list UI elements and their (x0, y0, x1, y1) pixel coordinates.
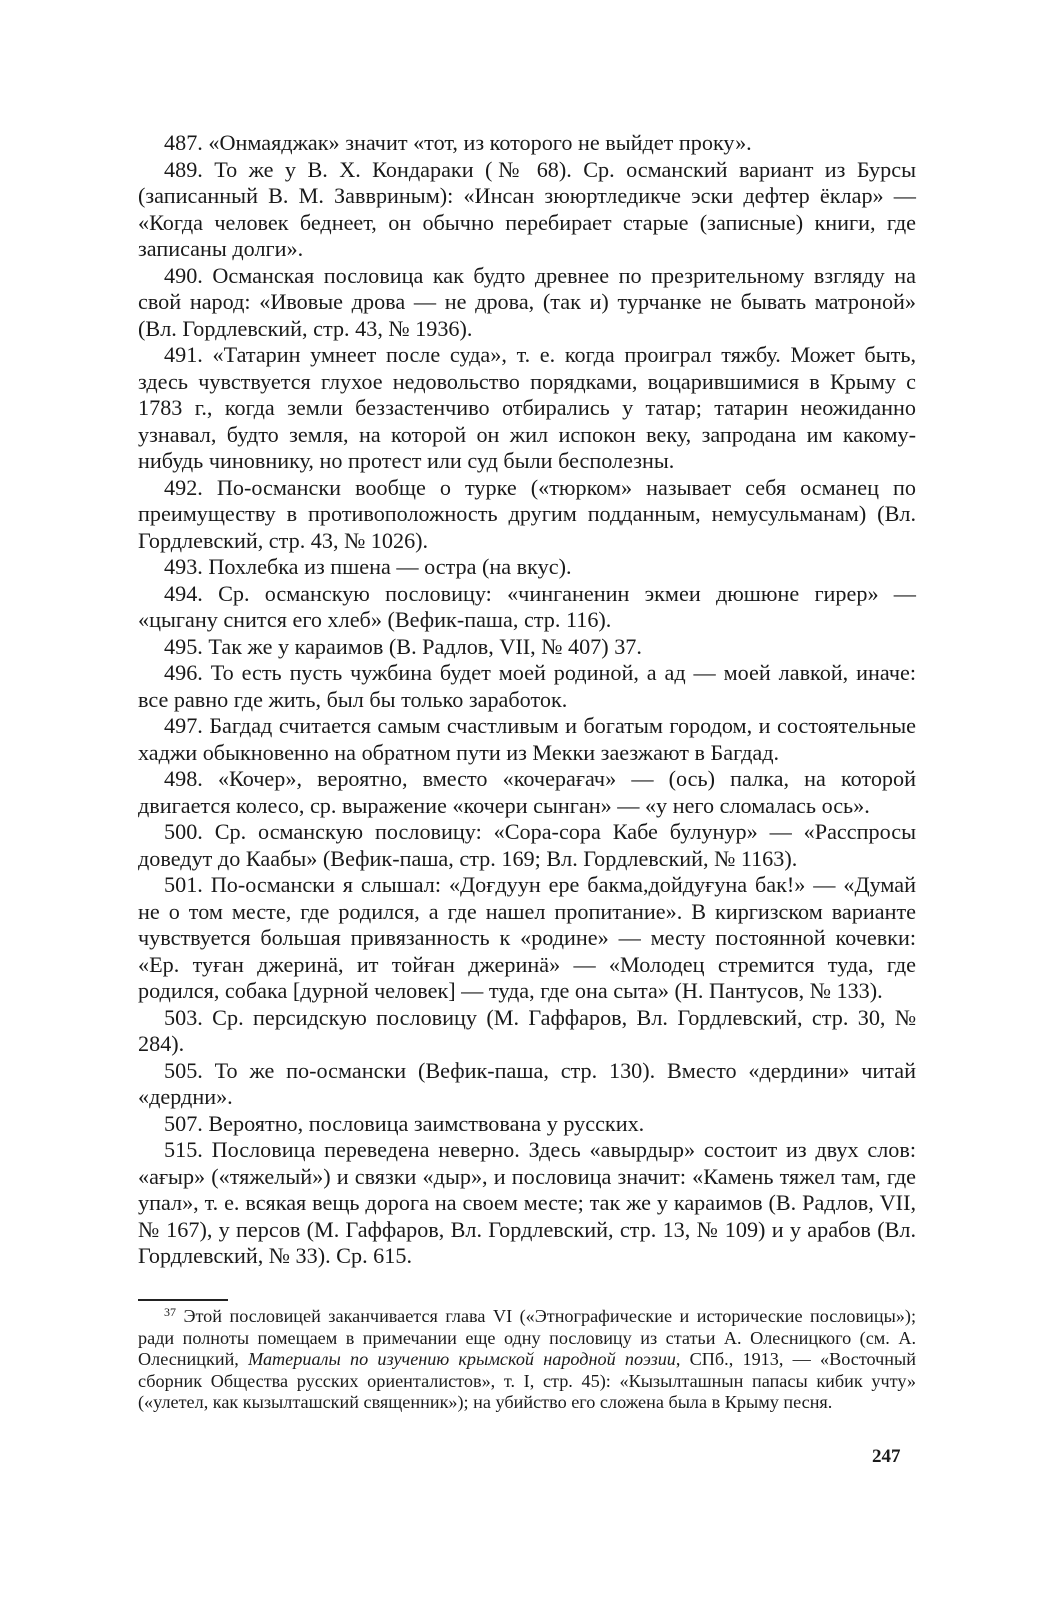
endnote-paragraph: 493. Похлебка из пшена — остра (на вкус). (164, 554, 572, 579)
endnote-paragraph: 497. Багдад считается самым счастливым и богатым городом, и состоятельные хаджи обыкновенно на обратном пути из Мекки заезжают в Багдад. (138, 713, 916, 765)
footnote-37 (138, 1306, 916, 1414)
endnote-paragraph: 494. Ср. османскую пословицу: «чинганенин экмеи дюшюне гирер» — «цыгану снится его хлеб» (Вефик-паша, стр. 116). (138, 580, 916, 632)
endnote-paragraph: 500. Ср. османскую пословицу: «Сора-сора Кабе булунур» — «Расспросы доведут до Каабы» (Вефик-паша, стр. 169; Вл. Гордлевский, № 1163). (138, 819, 916, 871)
endnote-paragraph: 515. Пословица переведена неверно. Здесь «авырдыр» состоит из двух слов: «ағыр» («тяжелый») и связки «дыр», и пословица значит: «Камень тяжел там, где упал», т. е. всякая вещь дорога на своем месте; так же у караимов (В. Радлов, VII, № 167), у персов (М. Гаффаров, Вл. Гордлевский, стр. 13, № 109) и у арабов (Вл. Гордлевский, № 33). Ср. 615. (138, 1137, 916, 1268)
endnote-paragraph: 492. По-османски вообще о турке («тюрком» называет себя османец по преимуществу в противоположность другим подданным, немусульманам) (Вл. Гордлевский, стр. 43, № 1026). (138, 474, 916, 553)
footnote-italic-title: Материалы по изучению крымской народной поэзии (248, 1349, 676, 1369)
endnote-paragraph: 491. «Татарин умнеет после суда», т. е. когда проиграл тяжбу. Может быть, здесь чувствуется глухое недовольство порядками, воцарившимися в Крыму с 1783 г., когда земли беззастенчиво отбирались у татар; татарин неожиданно узнавал, будто земля, на которой он жил испокон веку, запродана им какому-нибудь чиновнику, но протест или суд были бесполезны. (138, 342, 916, 473)
footnote-separator (138, 1299, 228, 1301)
footnote-text-after: , СПб., 1913, — «Восточный сборник Общества русских ориенталистов», т. I, стр. 45): «Кызылташнын папасы кибик учту» («улетел, как кызылташский священник»); на убийство его сложена была в Крыму песня. (138, 1349, 916, 1412)
endnote-paragraph: 501. По-османски я слышал: «Доғдуун ере бакма,дойдуғуна бак!» — «Думай не о том месте, где родился, а где нашел пропитание». В киргизском варианте чувствуется большая привязанность к «родине» — месту постоянной кочевки: «Ер. туған джеринä, ит тойған джеринä» — «Молодец стремится туда, где родился, собака [дурной человек] — туда, где она сыта» (Н. Пантусов, № 133). (138, 872, 916, 1003)
endnote-paragraph: 496. То есть пусть чужбина будет моей родиной, а ад — моей лавкой, иначе: все равно где жить, был бы только заработок. (138, 660, 916, 712)
footnote-marker: 37 (164, 1305, 176, 1319)
endnote-paragraph: 507. Вероятно, пословица заимствована у русских. (164, 1110, 645, 1136)
endnote-paragraph: 498. «Кочер», вероятно, вместо «кочерағач» — (ось) палка, на которой двигается колесо, ср. выражение «кочери сынган» — «у него сломалась ось». (138, 766, 916, 818)
endnote-paragraph: 495. Так же у караимов (В. Радлов, VII, № 407) 37. (164, 633, 642, 659)
endnote-paragraph: 489. То же у В. X. Кондараки (№ 68). Ср. османский вариант из Бурсы (записанный В. М. Заввриным): «Инсан зююртледикче эски дефтер ёклар» — «Когда человек беднеет, он обычно перебирает старые (записные) книги, где записаны долги». (138, 156, 916, 261)
page-number: 247 (872, 1446, 901, 1467)
endnote-paragraph: 487. «Онмаяджак» значит «тот, из которого не выйдет проку». (164, 130, 752, 155)
footnote-text: Этой пословицей заканчивается глава VI («Этнографические и исторические пословицы»); ради полноты помещаем в примечании еще одну пословицу из статьи А. Олесницкого (см. А. Олесницкий, (138, 1306, 916, 1369)
endnotes-body (138, 130, 916, 1270)
endnote-paragraph: 503. Ср. персидскую пословицу (М. Гаффаров, Вл. Гордлевский, стр. 30, № 284). (138, 1004, 916, 1056)
endnote-paragraph: 490. Османская пословица как будто древнее по презрительному взгляду на свой народ: «Ивовые дрова — не дрова, (так и) турчанке не бывать матроной» (Вл. Гордлевский, стр. 43, № 1936). (138, 262, 916, 341)
endnote-paragraph: 505. То же по-османски (Вефик-паша, стр. 130). Вместо «дердини» читай «дердни». (138, 1057, 916, 1109)
